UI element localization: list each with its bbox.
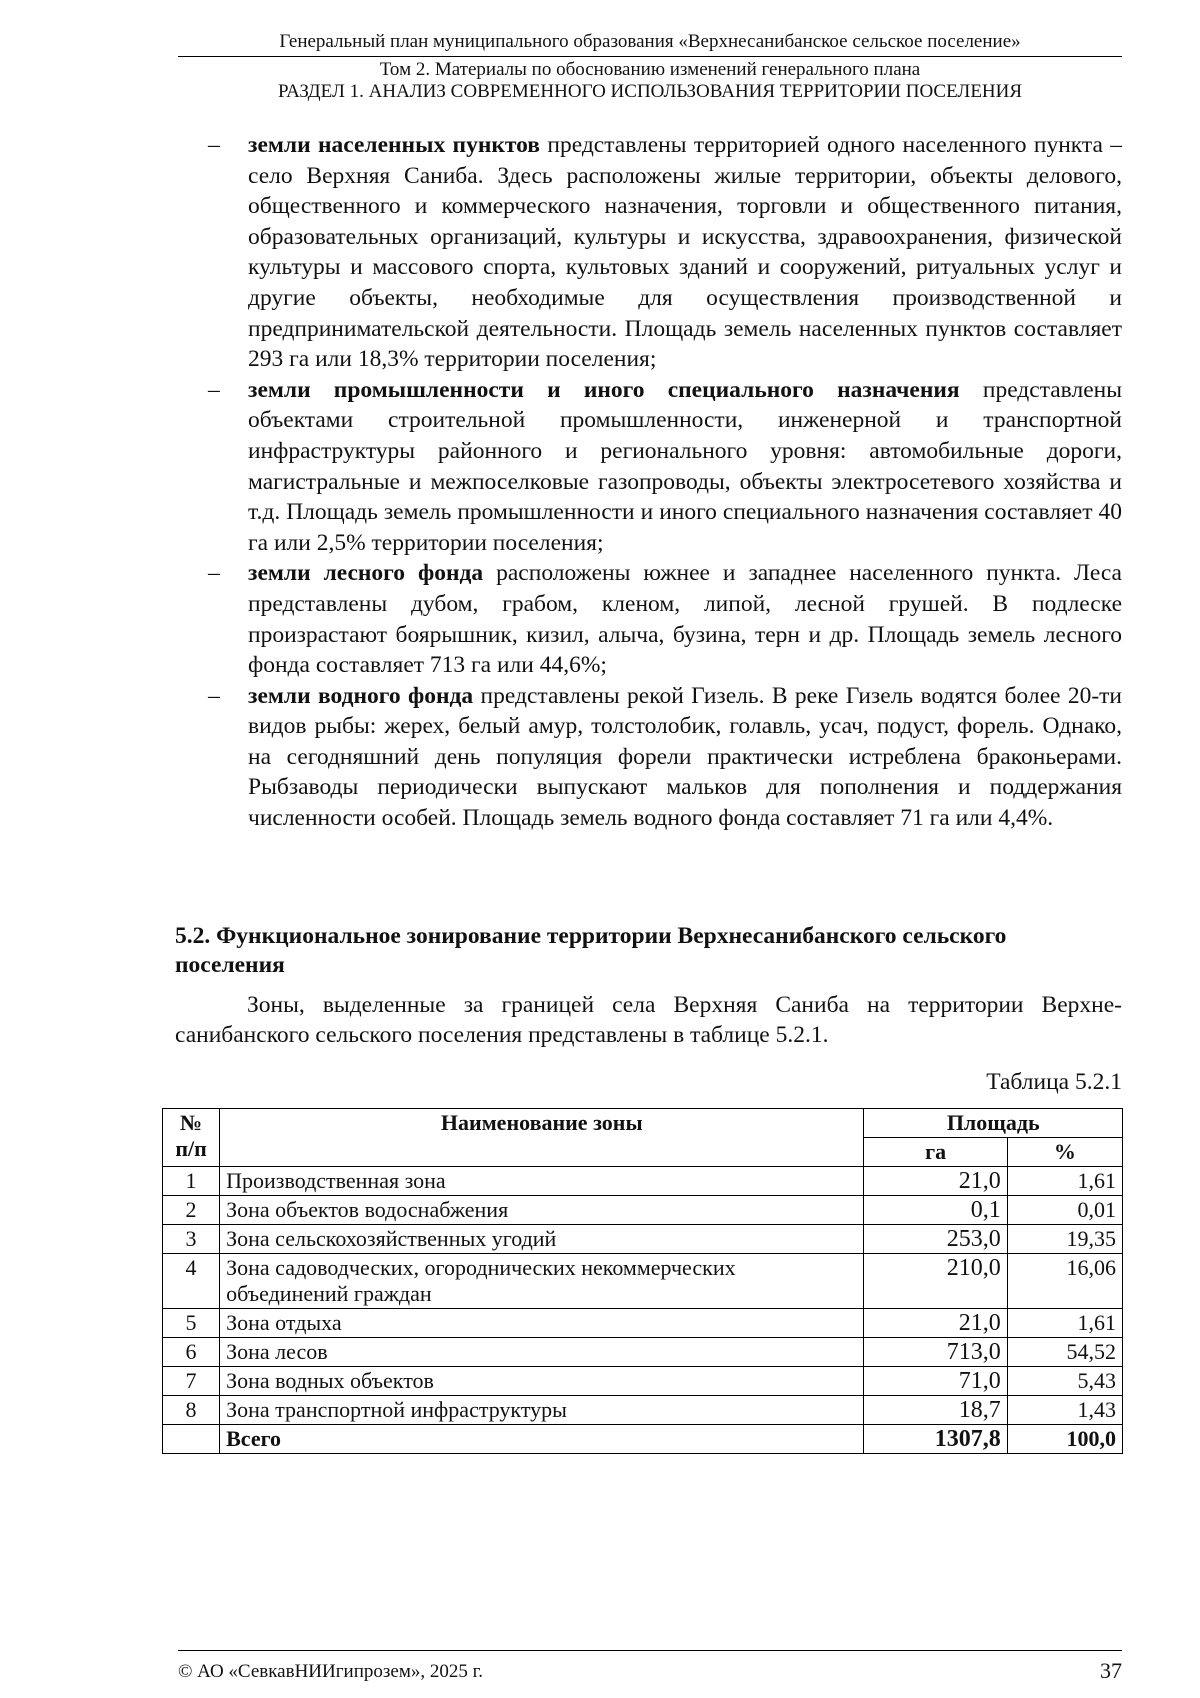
- cell-ha: 253,0: [864, 1225, 1007, 1254]
- cell-pct: 0,01: [1007, 1196, 1122, 1225]
- header-num: № п/п: [163, 1109, 220, 1167]
- cell-pct: 1,61: [1007, 1309, 1122, 1338]
- cell-num: 3: [163, 1225, 220, 1254]
- list-item: [208, 130, 1122, 375]
- footer-divider: [178, 1650, 1122, 1651]
- cell-name: Всего: [220, 1425, 864, 1454]
- cell-pct: 16,06: [1007, 1254, 1122, 1309]
- header-name: Наименование зоны: [220, 1109, 864, 1167]
- header-ha: га: [864, 1138, 1007, 1167]
- cell-pct: 1,61: [1007, 1167, 1122, 1196]
- list-dash: –: [208, 376, 220, 403]
- cell-ha: 0,1: [864, 1196, 1007, 1225]
- page-number: 37: [1100, 1658, 1122, 1683]
- cell-ha: 71,0: [864, 1367, 1007, 1396]
- footer-copyright: © АО «СевкавНИИгипрозем», 2025 г.: [178, 1661, 483, 1682]
- zones-table: [162, 1108, 1123, 1454]
- cell-pct: 100,0: [1007, 1425, 1122, 1454]
- header-divider: [178, 56, 1122, 57]
- header-title: Генеральный план муниципального образования «Верхнесанибанское сельское поселение»: [279, 31, 1021, 52]
- table-row: [163, 1396, 1123, 1425]
- cell-num: 2: [163, 1196, 220, 1225]
- cell-num: [163, 1425, 220, 1454]
- table-row: [163, 1254, 1123, 1309]
- cell-num: 5: [163, 1309, 220, 1338]
- list-item: [208, 558, 1122, 680]
- cell-pct: 1,43: [1007, 1396, 1122, 1425]
- cell-name: Зона отдыха: [220, 1309, 864, 1338]
- list-item-text: представлены рекой Гизель. В реке Гизель водятся более 20-ти видов рыбы: жерех, белый амур, толстолобик, голавль, усач, подуст, форель. Однако, на сегодняшний день популяция форели практически истреблена браконьерами. Рыбзаводы периодически выпускают мальков для пополнения и поддержания численности особей. Площадь земель водного фонда составляет 71 га или 4,4%.: [248, 682, 1122, 832]
- cell-ha: 18,7: [864, 1396, 1007, 1425]
- list-item-text: представлены объектами строительной промышленности, инженерной и транспортной инфраструктуры районного и регионального уровня: автомобильные дороги, магистральные и межпоселковые газопроводы, объекты электросетевого хозяйства и т.д. Площадь земель промышленности и иного специального назначения составляет 40 га или 2,5% территории поселения;: [248, 376, 1122, 556]
- table-row: [163, 1167, 1123, 1196]
- table-row: [163, 1309, 1123, 1338]
- table-total-row: [163, 1425, 1123, 1454]
- cell-pct: 54,52: [1007, 1338, 1122, 1367]
- cell-name: Зона объектов водоснабжения: [220, 1196, 864, 1225]
- table-row: [163, 1225, 1123, 1254]
- cell-ha: 1307,8: [864, 1425, 1007, 1454]
- list-item: [208, 681, 1122, 834]
- cell-ha: 21,0: [864, 1167, 1007, 1196]
- section-heading: 5.2. Функциональное зонирование территории Верхнесанибанского сельского поселения: [175, 923, 1007, 978]
- cell-ha: 21,0: [864, 1309, 1007, 1338]
- header-pct: %: [1007, 1138, 1122, 1167]
- section-intro: Зоны, выделенные за границей села Верхняя Саниба на территории Верхне-санибанского сельского поселения представлены в таблице 5.2.1.: [175, 992, 1122, 1048]
- cell-name: Производственная зона: [220, 1167, 864, 1196]
- cell-pct: 19,35: [1007, 1225, 1122, 1254]
- table-row: [163, 1196, 1123, 1225]
- land-categories-list: [208, 130, 1122, 834]
- cell-name: Зона транспортной инфраструктуры: [220, 1396, 864, 1425]
- cell-ha: 713,0: [864, 1338, 1007, 1367]
- list-item-term: земли населенных пунктов: [248, 132, 541, 158]
- header-volume: Том 2. Материалы по обоснованию изменений генерального плана: [379, 59, 921, 80]
- cell-num: 8: [163, 1396, 220, 1425]
- cell-num: 7: [163, 1367, 220, 1396]
- list-dash: –: [208, 682, 220, 709]
- cell-num: 1: [163, 1167, 220, 1196]
- list-dash: –: [208, 560, 220, 587]
- cell-pct: 5,43: [1007, 1367, 1122, 1396]
- list-item-term: земли лесного фонда: [248, 560, 484, 587]
- cell-name: Зона сельскохозяйственных угодий: [220, 1225, 864, 1254]
- list-dash: –: [208, 132, 220, 158]
- cell-ha: 210,0: [864, 1254, 1007, 1309]
- list-item: [208, 375, 1122, 559]
- header-area: Площадь: [864, 1109, 1123, 1138]
- cell-name: Зона садоводческих, огороднических некоммерческих объединений граждан: [220, 1254, 864, 1309]
- header-section: РАЗДЕЛ 1. АНАЛИЗ СОВРЕМЕННОГО ИСПОЛЬЗОВАНИЯ ТЕРРИТОРИИ ПОСЕЛЕНИЯ: [277, 81, 1023, 102]
- table-caption: Таблица 5.2.1: [986, 1069, 1122, 1095]
- cell-num: 6: [163, 1338, 220, 1367]
- cell-name: Зона водных объектов: [220, 1367, 864, 1396]
- list-item-text: расположены южнее и западнее населенного пункта. Леса представлены дубом, грабом, кленом, липой, лесной грушей. В подлеске произрастают боярышник, кизил, алыча, бузина, терн и др. Площадь земель лесного фонда составляет 713 га или 44,6%;: [248, 560, 1122, 679]
- table-row: [163, 1367, 1123, 1396]
- table-row: [163, 1338, 1123, 1367]
- table-header-row: [163, 1109, 1123, 1138]
- list-item-text: представлены территорией одного населенного пункта – село Верхняя Саниба. Здесь расположены жилые территории, объекты делового, общественного и коммерческого назначения, торговли и общественного питания, образовательных организаций, культуры и искусства, здравоохранения, физической культуры и массового спорта, культовых зданий и сооружений, ритуальных услуг и другие объекты, необходимые для осуществления производственной и предпринимательской деятельности. Площадь земель населенных пунктов составляет 293 га или 18,3% территории поселения;: [248, 132, 1123, 373]
- list-item-term: земли промышленности и иного специального назначения: [248, 376, 960, 403]
- list-item-term: земли водного фонда: [248, 682, 474, 709]
- cell-num: 4: [163, 1254, 220, 1309]
- cell-name: Зона лесов: [220, 1338, 864, 1367]
